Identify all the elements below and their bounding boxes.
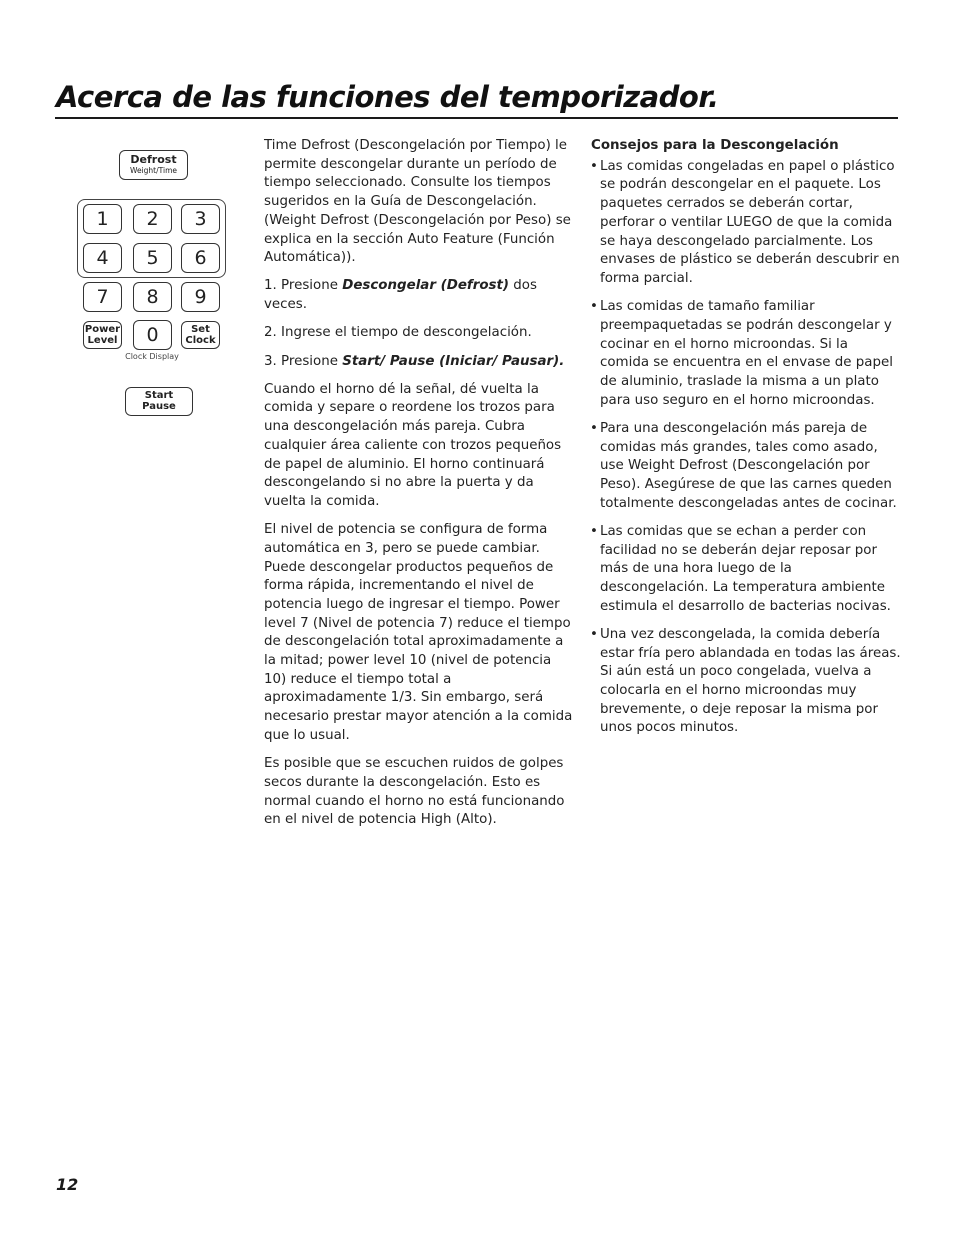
step-1: [264, 277, 574, 314]
pause-label: Pause: [142, 401, 176, 412]
step-3-emphasis: Start/ Pause (Iniciar/ Pausar).: [342, 353, 565, 369]
step-1-emphasis: Descongelar (Defrost): [342, 278, 510, 294]
set-clock-label-1: Set: [191, 324, 210, 335]
title-rule: [55, 117, 898, 119]
step-1-prefix: 1. Presione: [264, 278, 343, 294]
start-label: Start: [144, 390, 174, 401]
key-1[interactable]: 1: [83, 204, 122, 234]
tip-item: • Las comidas congeladas en papel o plástico se podrán descongelar en el paquete. Los paquetes cerrados se deberán cortar, perforar o ventilar LUEGO de que la comida se haya descongelado parcialmente. Los envases de plástico se deberán descubrir en forma parcial.: [591, 158, 901, 289]
step-2: 2. Ingrese el tiempo de descongelación.: [264, 325, 532, 341]
instructions-column: [264, 137, 574, 839]
intro-paragraph: Time Defrost (Descongelación por Tiempo) le permite descongelar durante un período de tiempo seleccionado. Consulte los tiempos sugeridos en la Guía de Descongelación. (Weight Defrost (Descongelación por Peso) se explica en la sección Auto Feature (Función Automática)).: [264, 138, 571, 266]
tips-heading: Consejos para la Descongelación: [591, 138, 839, 153]
defrost-button[interactable]: [119, 150, 188, 180]
tip-item: • Las comidas de tamaño familiar preempaquetadas se podrán descongelar y cocinar en el horno microondas. Si la comida se encuentra en el envase de papel de aluminio, traslade la misma a un plato para uso seguro en el horno microondas.: [591, 298, 901, 410]
page-title: Acerca de las funciones del temporizador.: [56, 80, 719, 114]
defrost-label: Defrost: [130, 153, 177, 166]
tips-list: [591, 158, 901, 738]
clock-display-label: Clock Display: [125, 352, 179, 361]
set-clock-label-2: Clock: [185, 335, 216, 346]
power-level-label-1: Power: [84, 324, 121, 335]
tip-item: • Las comidas que se echan a perder con facilidad no se deberán dejar reposar por más de una hora luego de la descongelación. La temperatura ambiente estimula el desarrollo de bacterias nocivas.: [591, 523, 901, 617]
key-4[interactable]: 4: [83, 243, 122, 273]
tips-column: [591, 137, 901, 748]
key-7[interactable]: 7: [83, 282, 122, 312]
power-level-button[interactable]: [83, 321, 122, 349]
key-9[interactable]: 9: [181, 282, 220, 312]
tip-item: • Para una descongelación más pareja de comidas más grandes, tales como asado, use Weight Defrost (Descongelación por Peso). Asegúrese de que las carnes queden totalmente descongeladas antes de cocinar.: [591, 420, 901, 514]
key-6[interactable]: 6: [181, 243, 220, 273]
power-level-label-2: Level: [87, 335, 118, 346]
key-8[interactable]: 8: [133, 282, 172, 312]
step-3-prefix: 3. Presione: [264, 353, 343, 369]
key-3[interactable]: 3: [181, 204, 220, 234]
noise-paragraph: Es posible que se escuchen ruidos de golpes secos durante la descongelación. Esto es normal cuando el horno no está funcionando en el nivel de potencia High (Alto).: [264, 756, 565, 828]
defrost-sublabel: Weight/Time: [129, 166, 177, 175]
key-2[interactable]: 2: [133, 204, 172, 234]
start-pause-button[interactable]: [125, 387, 193, 416]
page-number: 12: [56, 1175, 79, 1194]
step-1-suffix: dos veces.: [264, 278, 537, 313]
tip-item: • Una vez descongelada, la comida debería estar fría pero ablandada en todas las áreas. Si aún está un poco congelada, vuelva a colocarla en el horno microondas muy brevemente, o deje reposar la misma por unos pocos minutos.: [591, 626, 901, 738]
turn-food-paragraph: Cuando el horno dé la señal, dé vuelta la comida y separe o reordene los trozos para una descongelación más pareja. Cubra cualquier área caliente con trozos pequeños de papel de aluminio. El horno continuará descongelando si no abre la puerta y da vuelta la comida.: [264, 381, 562, 509]
power-level-paragraph: El nivel de potencia se configura de forma automática en 3, pero se puede cambiar. Puede descongelar productos pequeños de forma rápida, incrementando el nivel de potencia luego de ingresar el tiempo. Power level 7 (Nivel de potencia 7) reduce el tiempo de descongelación total aproximadamente a la mitad; power level 10 (nivel de potencia 10) reduce el tiempo total a aproximadamente 1/3. Sin embargo, será necesario prestar mayor atención a la comida que lo usual.: [264, 522, 573, 743]
set-clock-button[interactable]: [181, 321, 220, 349]
key-5[interactable]: 5: [133, 243, 172, 273]
step-3: [264, 353, 574, 372]
key-0[interactable]: 0: [133, 320, 172, 350]
